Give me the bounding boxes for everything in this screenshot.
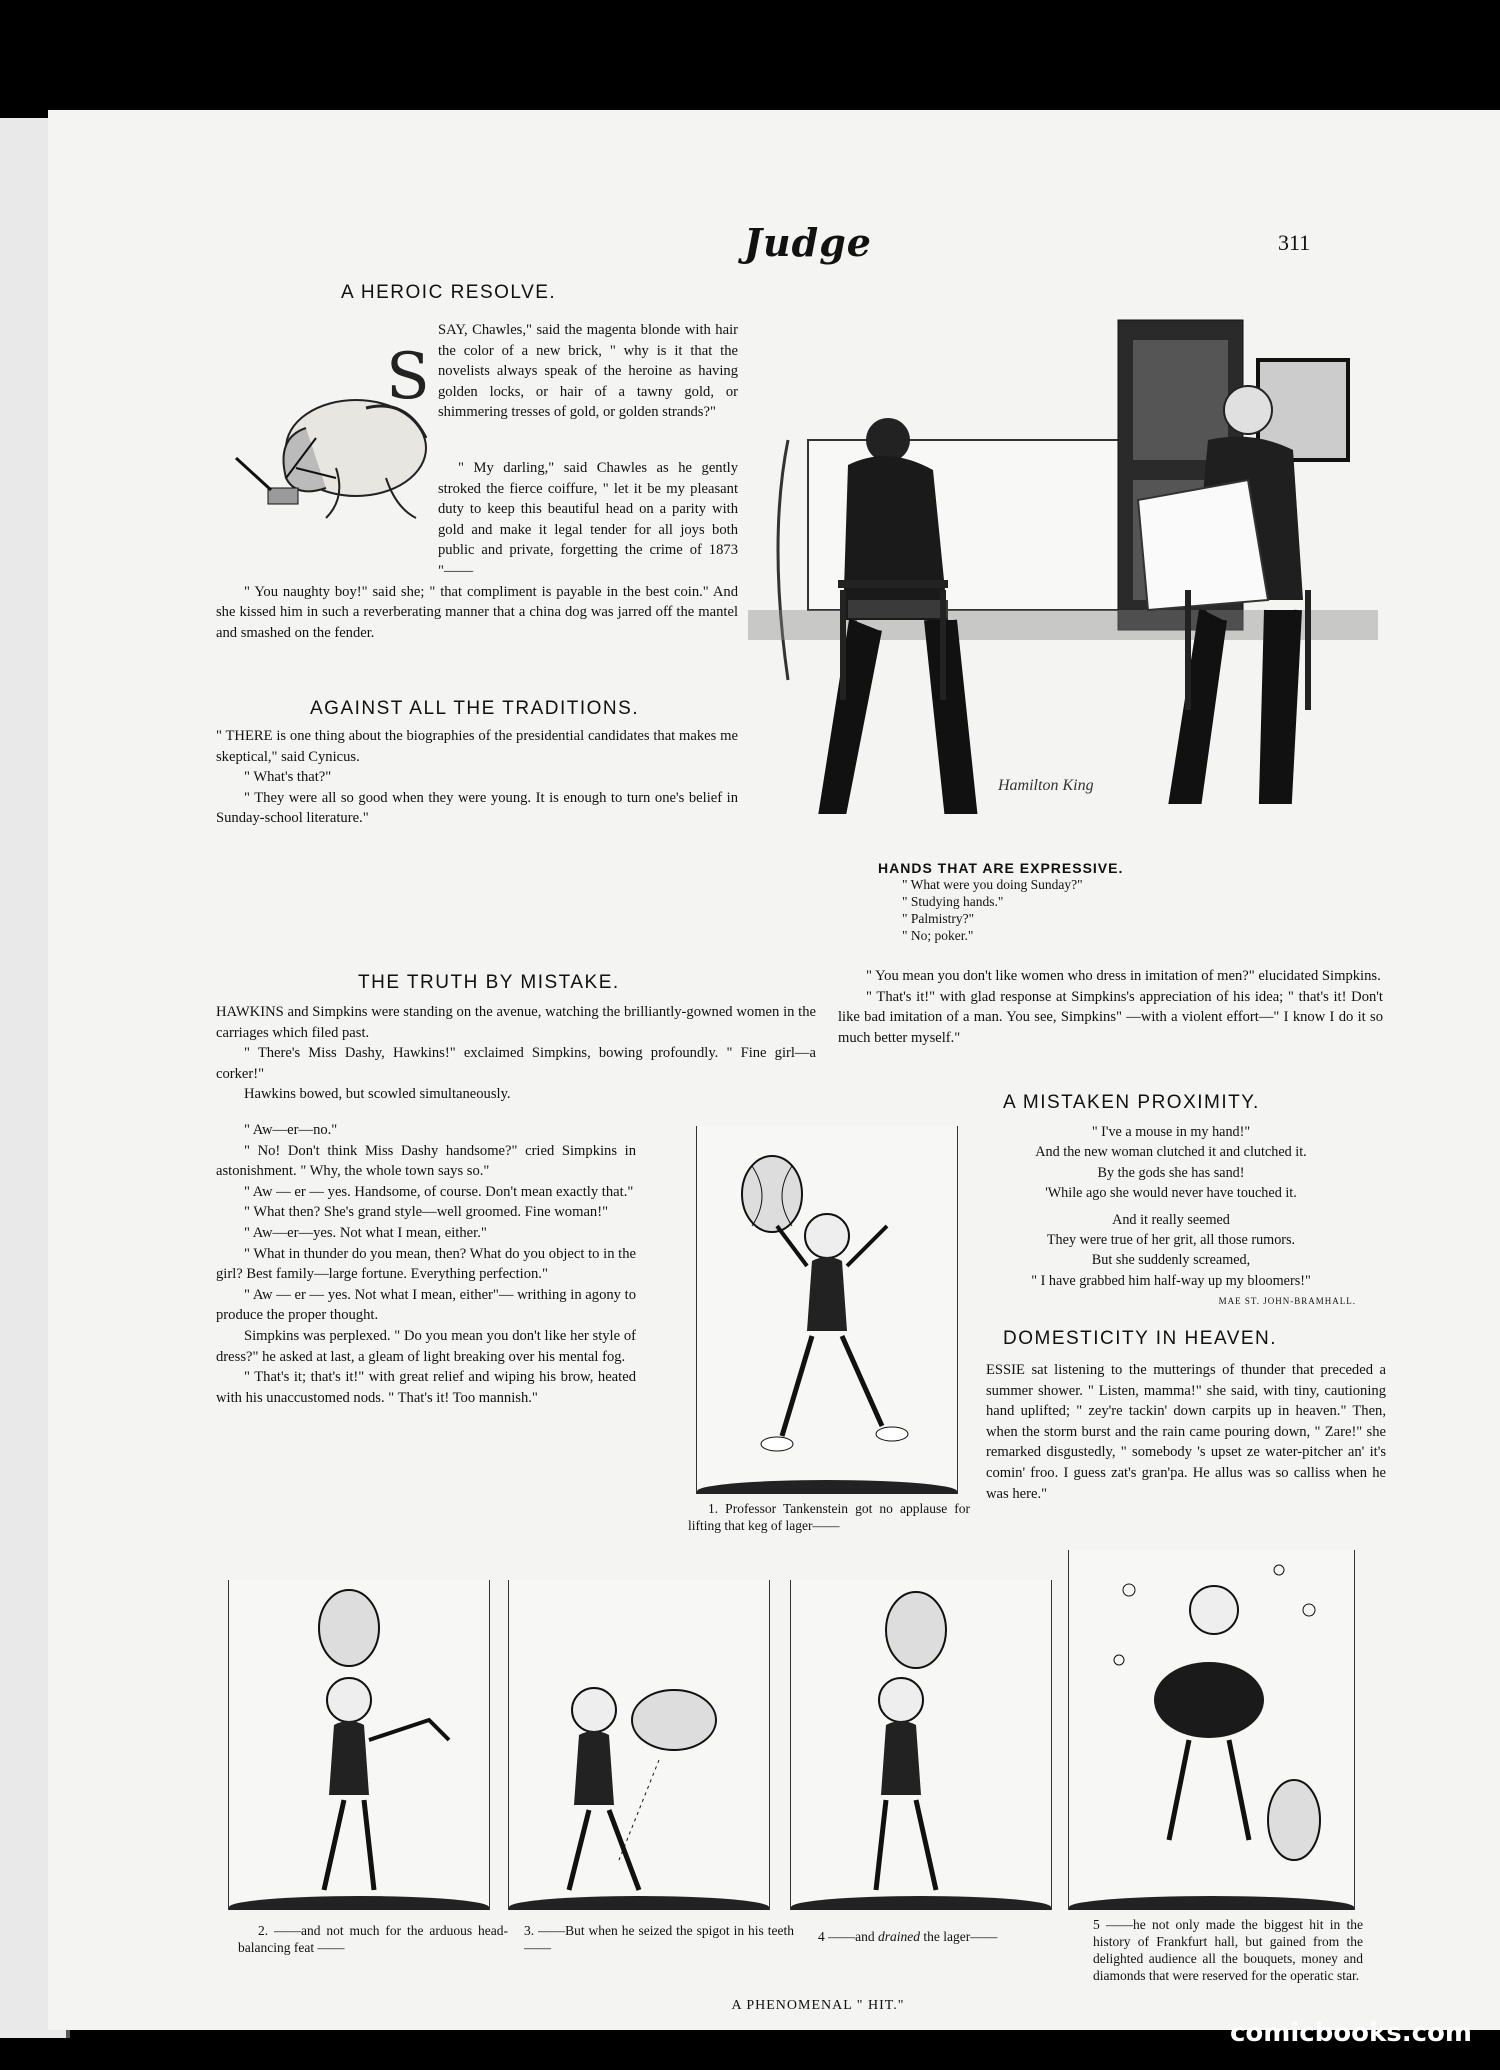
- comic-caption-3: 3. ——But when he seized the spigot in his teeth——: [524, 1923, 794, 1955]
- showered-with-gifts-drawing: [1069, 1550, 1354, 1910]
- heroic-title: A HEROIC RESOLVE.: [341, 282, 557, 303]
- truth-paragraph-10: " Aw — er — yes. Not what I mean, either"— writhing in agony to produce the proper thought.: [216, 1286, 636, 1324]
- comic-panel-4: [790, 1580, 1052, 1910]
- truth-paragraph-8: " Aw—er—yes. Not what I mean, either.": [244, 1224, 487, 1241]
- spigot-teeth-drawing: [509, 1580, 769, 1910]
- comic-caption-1: 1. Professor Tankenstein got no applause for lifting that keg of lager——: [688, 1501, 970, 1533]
- traditions-title: AGAINST ALL THE TRADITIONS.: [310, 698, 640, 719]
- comic-caption-4-b: drained: [878, 1929, 920, 1944]
- expressive-line-1: " What were you doing Sunday?": [902, 877, 1083, 892]
- poem-line-7: But she suddenly screamed,: [1091, 1252, 1251, 1269]
- comic-panel-5: [1068, 1550, 1355, 1910]
- poem-line-4: 'While ago she would never have touched it.: [1045, 1185, 1297, 1202]
- card-players-illustration: [748, 280, 1378, 850]
- expressive-line-4: " No; poker.": [902, 928, 974, 943]
- truth-paragraph-9: " What in thunder do you mean, then? What do you object to in the girl? Best family—large fortune. Everything perfection.": [216, 1245, 636, 1283]
- comic-caption-4-c: the lager——: [920, 1929, 998, 1944]
- comic-caption-5: 5 ——he not only made the biggest hit in the history of Frankfurt hall, but gained from the delighted audience all the bouquets, money and diamonds that were reserved for the operatic star.: [1093, 1917, 1363, 1983]
- traditions-paragraph-2: " What's that?": [244, 769, 332, 786]
- heaven-paragraph: ESSIE sat listening to the mutterings of thunder that preceded a summer shower. " Listen, mamma!" she said, with tiny, cautioning hand uplifted; " zey're tackin' down carpits up in heaven." Then, when the storm burst and the rain came pouring down, " Zare!" she remarked disgustedly, " somebody 's upset ze water-pitcher an' it's comin' froo. I guess zat's gran'pa. He allus was so calliss when he was here.": [986, 1362, 1386, 1502]
- poem-line-8: " I have grabbed him half-way up my bloomers!": [1031, 1272, 1311, 1289]
- truth-paragraph-11: Simpkins was perplexed. " Do you mean you don't like her style of dress?" he asked at last, a gleam of light breaking over his mental fog.: [216, 1327, 636, 1365]
- truth-paragraph-7: " What then? She's grand style—well groomed. Fine woman!": [244, 1204, 609, 1221]
- page-number: 311: [1278, 230, 1311, 255]
- comic-panel-1: [696, 1126, 958, 1494]
- truth-paragraph-13: " You mean you don't like women who dress in imitation of men?" elucidated Simpkins.: [866, 968, 1381, 984]
- proximity-poem: [986, 1122, 1356, 1312]
- heaven-title: DOMESTICITY IN HEAVEN.: [1003, 1328, 1278, 1349]
- truth-title: THE TRUTH BY MISTAKE.: [358, 972, 620, 993]
- comic-caption-4: [818, 1928, 1088, 1945]
- comic-strip-title: A PHENOMENAL " HIT.": [731, 1998, 905, 2013]
- strongman-lifting-keg-drawing: [697, 1126, 957, 1494]
- traditions-paragraph-1: " THERE is one thing about the biographies of the presidential candidates that makes me skeptical," said Cynicus.: [216, 728, 738, 765]
- heroic-paragraph-3: " You naughty boy!" said she; " that compliment is payable in the best coin." And she kissed him in such a reverberating manner that a china dog was jarred off the mantel and smashed on the fender.: [216, 583, 738, 641]
- expressive-line-2: " Studying hands.": [902, 894, 1004, 909]
- truth-paragraph-2: " There's Miss Dashy, Hawkins!" exclaimed Simpkins, bowing profoundly. " Fine girl—a corker!": [216, 1045, 816, 1082]
- heroic-paragraph-1: SAY, Chawles," said the magenta blonde with hair the color of a new brick, " why is it that the novelists always speak of the heroine as having golden locks, or hair of a tawny gold, or shimmering tresses of gold, or golden strands?": [438, 322, 738, 421]
- expressive-title: HANDS THAT ARE EXPRESSIVE.: [878, 860, 1124, 876]
- poem-line-3: By the gods she has sand!: [1097, 1164, 1245, 1181]
- traditions-paragraph-3: " They were all so good when they were young. It is enough to turn one's belief in Sunday-school literature.": [216, 789, 738, 827]
- draining-lager-drawing: [791, 1580, 1051, 1910]
- expressive-line-3: " Palmistry?": [902, 911, 975, 926]
- truth-paragraph-3: Hawkins bowed, but scowled simultaneously.: [244, 1086, 511, 1103]
- poem-line-2: And the new woman clutched it and clutched it.: [1035, 1144, 1307, 1161]
- heroic-paragraph-2: " My darling," said Chawles as he gently stroked the fierce coiffure, " let it be my pleasant duty to keep this beautiful head on a parity with gold and make it legal tender for all joys both public and private, forgetting the crime of 1873 "——: [438, 460, 738, 579]
- comic-caption-2: 2. ——and not much for the arduous head-balancing feat ——: [238, 1923, 508, 1955]
- comic-panel-3: [508, 1580, 770, 1910]
- svg-text:S: S: [386, 340, 430, 414]
- truth-paragraph-5: " No! Don't think Miss Dashy handsome?" cried Simpkins in astonishment. " Why, the whole town says so.": [216, 1142, 636, 1180]
- comic-panel-2: [228, 1580, 490, 1910]
- comic-caption-4-a: 4 ——and: [818, 1929, 878, 1944]
- poem-author: MAE ST. JOHN-BRAMHALL.: [1218, 1296, 1356, 1307]
- proximity-title: A MISTAKEN PROXIMITY.: [1003, 1092, 1260, 1113]
- truth-paragraph-6: " Aw — er — yes. Handsome, of course. Don't mean exactly that.": [244, 1183, 634, 1200]
- magazine-page: [48, 110, 1500, 2030]
- site-watermark: comicbooks.com: [1229, 2018, 1472, 2048]
- poem-line-5: And it really seemed: [1112, 1211, 1230, 1228]
- truth-paragraph-4: " Aw—er—no.": [244, 1122, 338, 1138]
- truth-paragraph-14: " That's it!" with glad response at Simpkins's appreciation of his idea; " that's it! Don't like bad imitation of a man. You see, Simpkins" —with a violent effort—" I know I do it so much better myself.": [838, 988, 1383, 1046]
- poem-line-1: " I've a mouse in my hand!": [1091, 1124, 1251, 1140]
- masthead-title: Judge: [744, 220, 872, 265]
- head-balancing-drawing: [229, 1580, 489, 1910]
- truth-paragraph-1: HAWKINS and Simpkins were standing on the avenue, watching the brilliantly-gowned women in the carriages which filed past.: [216, 1004, 816, 1041]
- artist-signature: Hamilton King: [998, 777, 1094, 794]
- truth-paragraph-12: " That's it; that's it!" with great relief and wiping his brow, heated with his unaccustomed nods. " That's it! Too mannish.": [216, 1369, 636, 1406]
- poem-line-6: They were true of her grit, all those rumors.: [1046, 1232, 1296, 1249]
